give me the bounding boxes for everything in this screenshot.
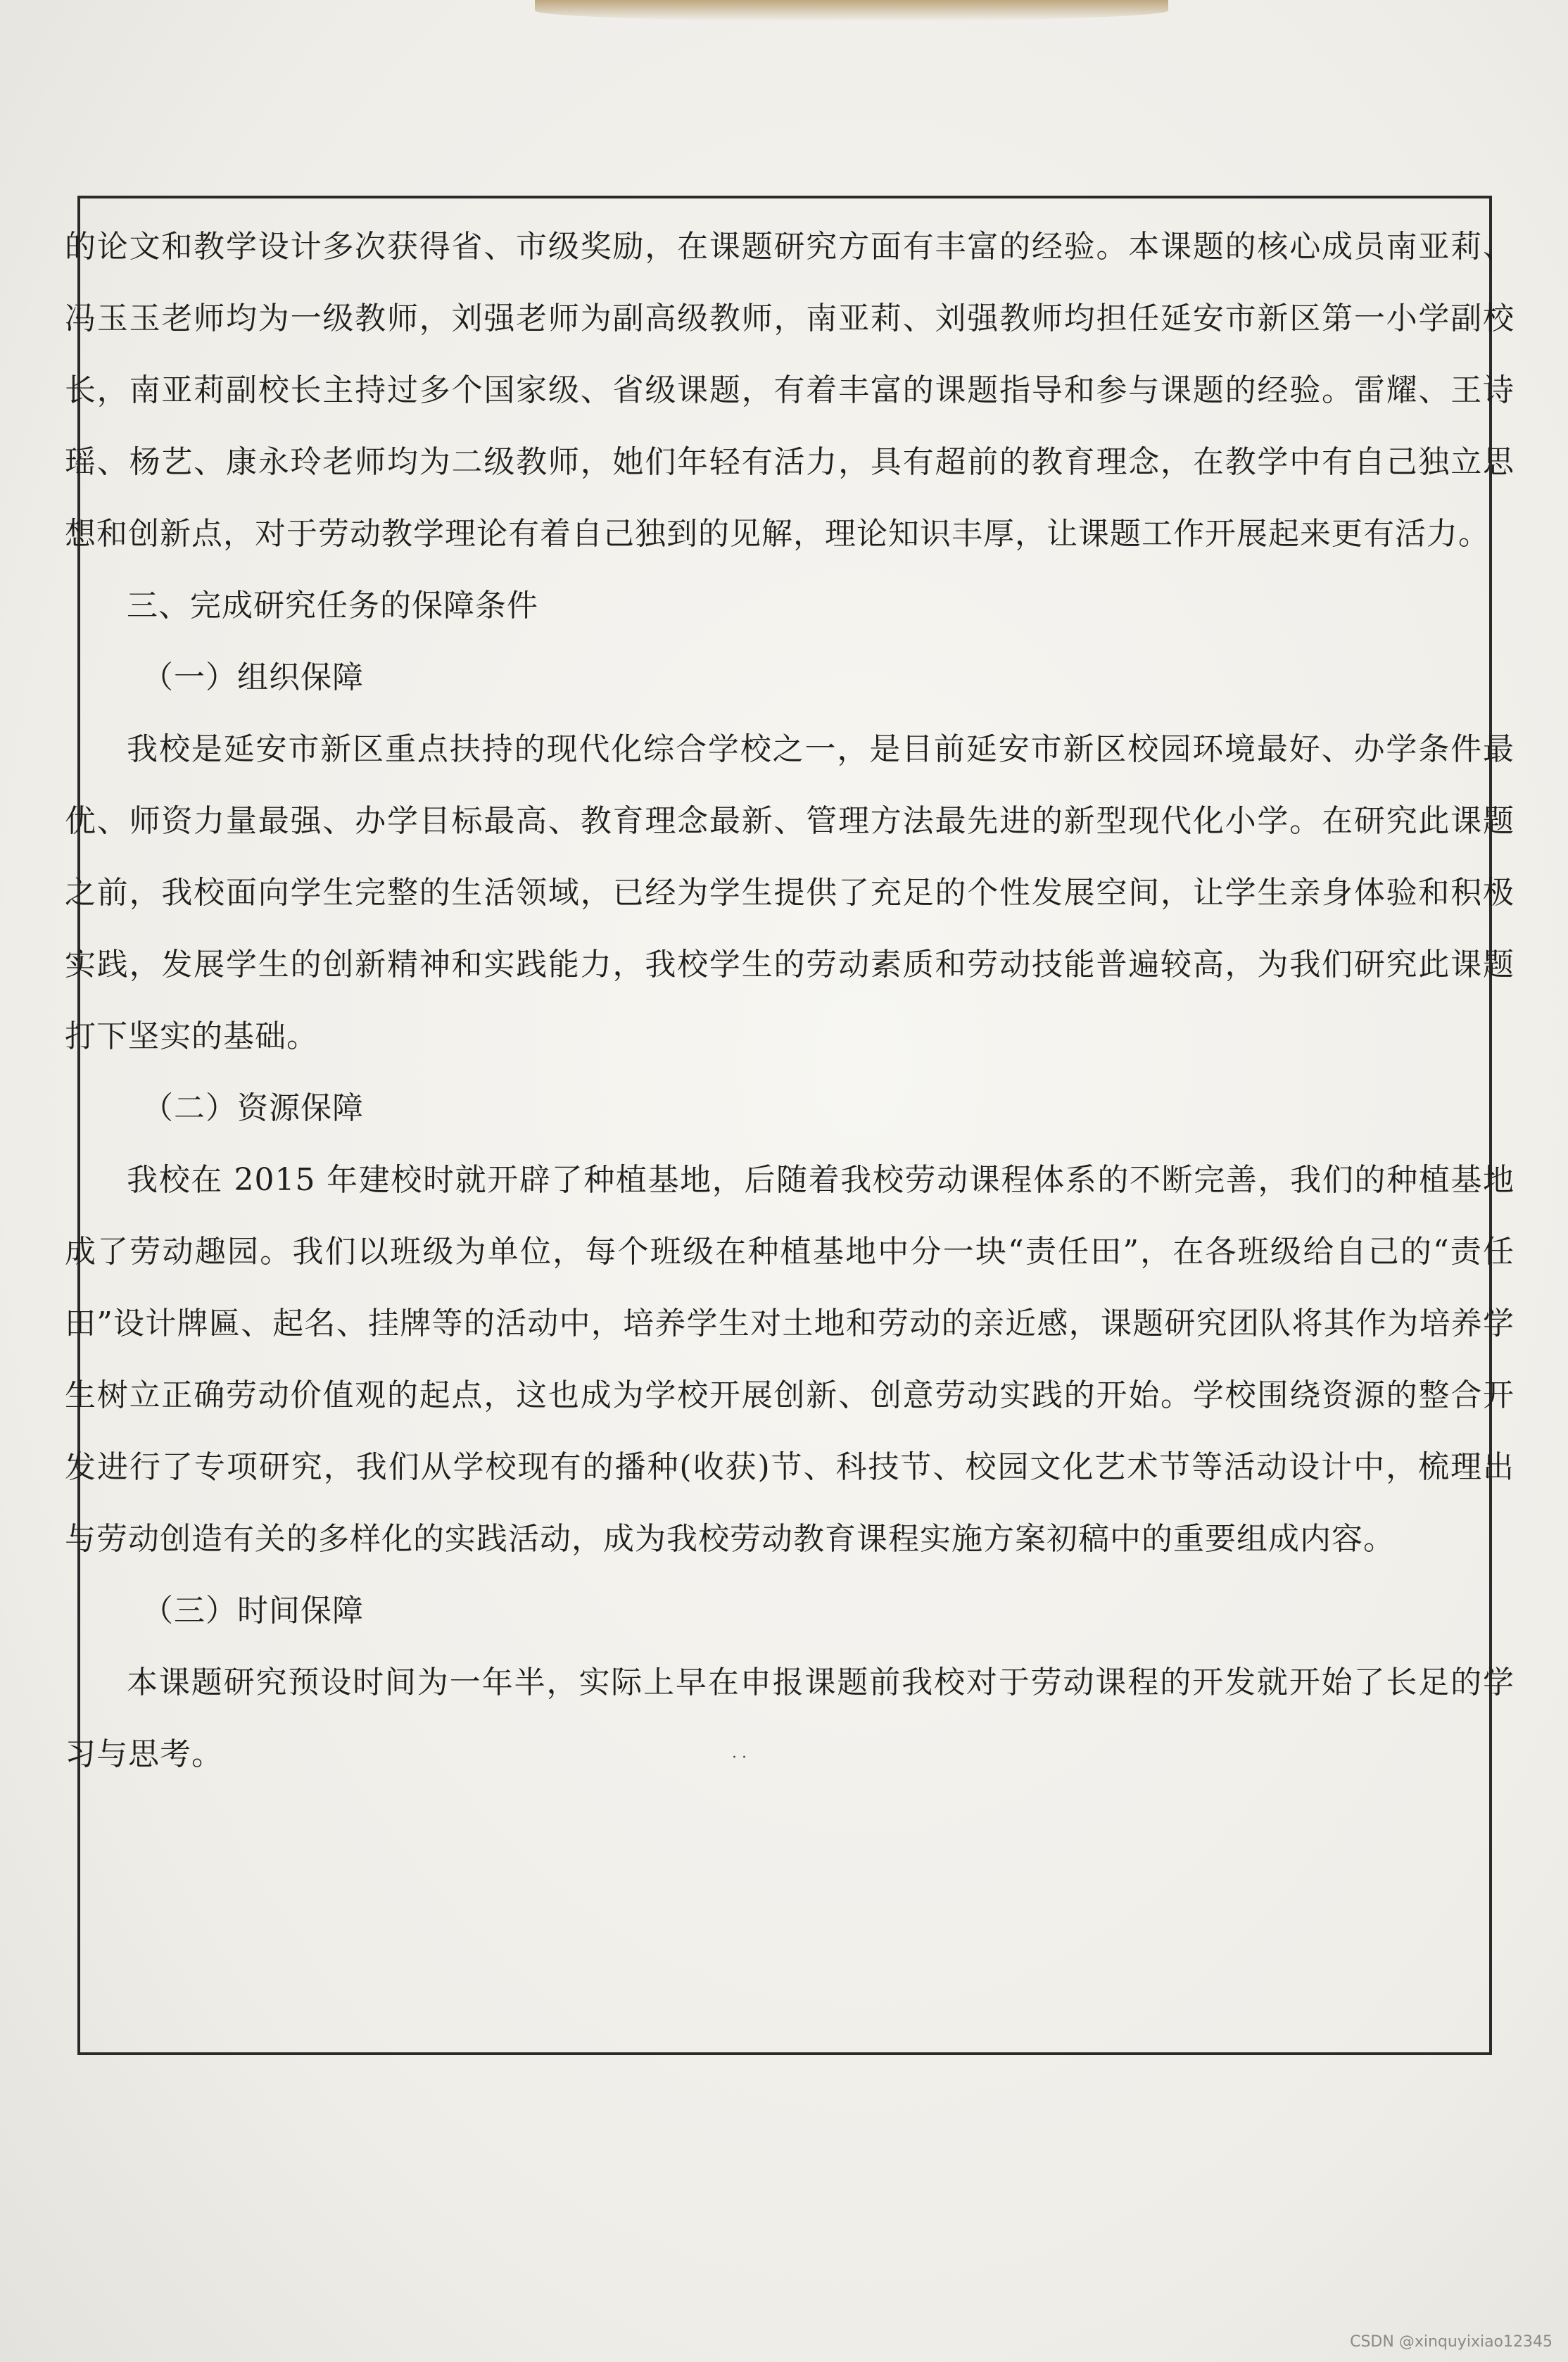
subheading-time: （三）时间保障 [142, 1593, 364, 1629]
paragraph-research-team: 的论文和教学设计多次获得省、市级奖励，在课题研究方面有丰富的经验。本课题的核心成员南亚莉、冯玉玉老师均为一级教师，刘强老师为副高级教师，南亚莉、刘强教师均担任延安市新区第一小学副校长，南亚莉副校长主持过多个国家级、省级课题，有着丰富的课题指导和参与课题的经验。雷耀、王诗瑶、杨艺、康永玲老师均为二级教师，她们年轻有活力，具有超前的教育理念，在教学中有自己独立思想和创新点，对于劳动教学理论有着自己独到的见解，理论知识丰厚，让课题工作开展起来更有活力。 [65, 229, 1515, 552]
csdn-watermark: CSDN @xinquyixiao12345 [1350, 2333, 1553, 2351]
document-body [65, 211, 1515, 1791]
paragraph-organization: 我校是延安市新区重点扶持的现代化综合学校之一，是目前延安市新区校园环境最好、办学条件最优、师资力量最强、办学目标最高、教育理念最新、管理方法最先进的新型现代化小学。在研究此课题之前，我校面向学生完整的生活领域，已经为学生提供了充足的个性发展空间，让学生亲身体验和积极实践，发展学生的创新精神和实践能力，我校学生的劳动素质和劳动技能普遍较高，为我们研究此课题打下坚实的基础。 [65, 731, 1515, 1054]
paragraph-time: 本课题研究预设时间为一年半，实际上早在申报课题前我校对于劳动课程的开发就开始了长足的学习与思考。 [65, 1665, 1515, 1772]
paragraph-resources: 我校在 2015 年建校时就开辟了种植基地，后随着我校劳动课程体系的不断完善，我们的种植基地成了劳动趣园。我们以班级为单位，每个班级在种植基地中分一块“责任田”，在各班级给自己的“责任田”设计牌匾、起名、挂牌等的活动中，培养学生对土地和劳动的亲近感，课题研究团队将其作为培养学生树立正确劳动价值观的起点，这也成为学校开展创新、创意劳动实践的开始。学校围绕资源的整合开发进行了专项研究，我们从学校现有的播种(收获)节、科技节、校园文化艺术节等活动设计中，梳理出与劳动创造有关的多样化的实践活动，成为我校劳动教育课程实施方案初稿中的重要组成内容。 [65, 1162, 1515, 1557]
subheading-organization: （一）组织保障 [142, 659, 364, 695]
stray-ink-mark: · · [732, 1749, 747, 1767]
paper-stain [535, 0, 1168, 21]
subheading-resources: （二）资源保障 [142, 1090, 364, 1126]
section-heading-guarantees: 三、完成研究任务的保障条件 [127, 588, 538, 624]
